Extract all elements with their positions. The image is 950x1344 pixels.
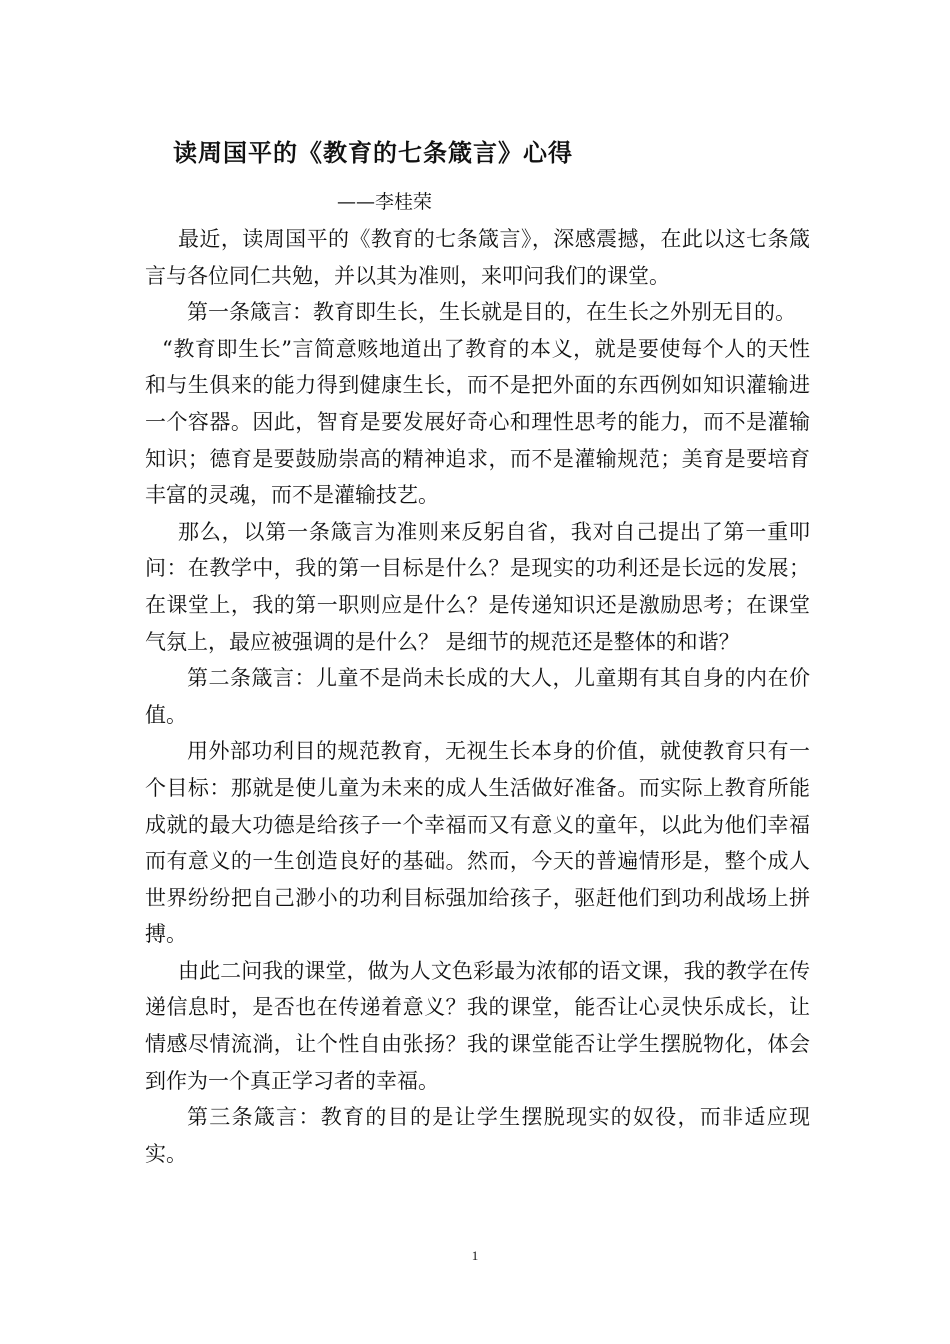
document-title: 读周国平的《教育的七条箴言》心得 [173, 138, 573, 167]
paragraph-maxim-2-explanation: 用外部功利目的规范教育，无视生长本身的价值，就使教育只有一个目标：那就是使儿童为未来的成人生活做好准备。而实际上教育所能成就的最大功德是给孩子一个幸福而又有意义的童年，以此为他们幸福而有意义的一生创造良好的基础。然而，今天的普遍情形是，整个成人世界纷纷把自己渺小的功利目标强加给孩子，驱赶他们到功利战场上拼搏。 [145, 739, 810, 947]
paragraph-second-question: 由此二问我的课堂，做为人文色彩最为浓郁的语文课，我的教学在传递信息时，是否也在传递着意义？我的课堂，能否让心灵快乐成长，让情感尽情流淌，让个性自由张扬？我的课堂能否让学生摆脱物化，体会到作为一个真正学习者的幸福。 [145, 958, 810, 1093]
paragraph-intro: 最近，读周国平的《教育的七条箴言》，深感震撼，在此以这七条箴言与各位同仁共勉，并以其为准则，来叩问我们的课堂。 [145, 227, 810, 288]
page-number: 1 [471, 1248, 479, 1263]
paragraph-first-question: 那么，以第一条箴言为准则来反躬自省，我对自己提出了第一重叩问：在教学中，我的第一目标是什么？是现实的功利还是长远的发展；在课堂上，我的第一职则应是什么？是传递知识还是激励思考；在课堂气氛上，最应被强调的是什么？ 是细节的规范还是整体的和谐？ [145, 519, 810, 654]
paragraph-maxim-1-explanation: “教育即生长”言简意赅地道出了教育的本义，就是要使每个人的天性和与生俱来的能力得到健康生长，而不是把外面的东西例如知识灌输进一个容器。因此，智育是要发展好奇心和理性思考的能力，而不是灌输知识；德育是要鼓励崇高的精神追求，而不是灌输规范；美育是要培育丰富的灵魂，而不是灌输技艺。 [145, 336, 810, 508]
paragraph-maxim-3: 第三条箴言：教育的目的是让学生摆脱现实的奴役，而非适应现实。 [145, 1105, 810, 1166]
author-line: ——李桂荣 [337, 191, 433, 213]
paragraph-maxim-2: 第二条箴言：儿童不是尚未长成的大人，儿童期有其自身的内在价值。 [145, 666, 810, 727]
document-body [145, 221, 810, 1172]
paragraph-maxim-1: 第一条箴言：教育即生长，生长就是目的，在生长之外别无目的。 [187, 300, 796, 325]
